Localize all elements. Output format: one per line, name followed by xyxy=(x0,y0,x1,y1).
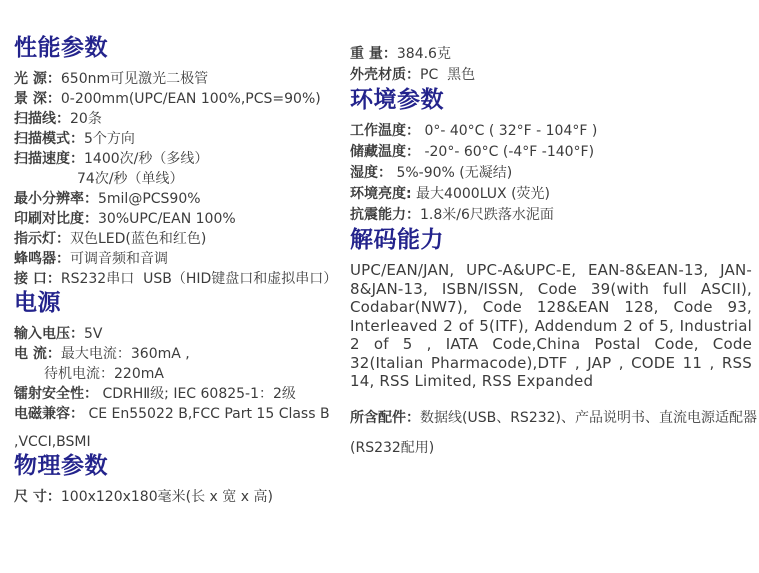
spec-value: 1.8米/6尺跌落水泥面 xyxy=(420,207,554,223)
spec-row-operating-temp xyxy=(350,121,752,142)
left-column xyxy=(14,34,350,507)
spec-value: -20°- 60°C (-4°F -140°F) xyxy=(420,144,595,160)
spec-row-storage-temp xyxy=(350,142,752,163)
spec-label: 接 口： xyxy=(14,271,61,287)
spec-row-laser-safety xyxy=(14,384,350,404)
spec-value: 可调音频和音调 xyxy=(70,251,168,267)
spec-value: 650nm可见激光二极管 xyxy=(60,71,209,87)
spec-label: 电磁兼容： xyxy=(14,406,84,422)
spec-value: 20条 xyxy=(70,111,102,127)
spec-row-current xyxy=(14,344,350,364)
section-title-environment: 环境参数 xyxy=(350,87,444,113)
spec-label: 所含配件： xyxy=(350,409,420,426)
spec-row-weight xyxy=(350,44,752,65)
spec-value: 数据线(USB、RS232)、产品说明书、直流电源适配器 xyxy=(420,409,757,426)
spec-row-dimensions xyxy=(14,487,350,507)
section-title-performance: 性能参数 xyxy=(14,35,108,61)
spec-row-housing-material xyxy=(350,65,752,86)
spec-row-standby-current: 待机电流：220mA xyxy=(44,366,164,382)
spec-value: 5V xyxy=(84,326,103,342)
spec-label: 光 源： xyxy=(14,71,61,87)
spec-row-light-source xyxy=(14,69,350,89)
spec-row-scan-lines xyxy=(14,109,350,129)
accessories-note: (RS232配用) xyxy=(350,439,435,456)
spec-label: 工作温度： xyxy=(350,123,420,139)
spec-label: 尺 寸： xyxy=(14,489,61,505)
spec-value: 1400次/秒（多线） xyxy=(84,151,209,167)
spec-value: RS232串口 USB（HID键盘口和虚拟串口） xyxy=(60,271,338,287)
spec-value: 最大4000LUX (荧光) xyxy=(411,186,551,202)
spec-label: 重 量： xyxy=(350,46,397,62)
spec-label: 最小分辨率： xyxy=(14,191,98,207)
spec-row-buzzer xyxy=(14,249,350,269)
spec-row-indicator-led xyxy=(14,229,350,249)
spec-label: 环境亮度: xyxy=(350,186,412,202)
spec-label: 电 流： xyxy=(14,346,61,362)
spec-value: PC 黑色 xyxy=(420,67,476,83)
spec-label: 扫描模式： xyxy=(14,131,84,147)
spec-row-accessories xyxy=(350,408,757,429)
spec-label: 镭射安全性： xyxy=(14,386,98,402)
spec-label: 抗震能力： xyxy=(350,207,420,223)
spec-value: CE En55022 B,FCC Part 15 Class B xyxy=(84,406,330,422)
spec-row-print-contrast xyxy=(14,209,350,229)
spec-row-emc xyxy=(14,404,350,424)
spec-label: 指示灯： xyxy=(14,231,70,247)
spec-row-emc-continued: ,VCCI,BSMI xyxy=(14,434,91,450)
spec-row-ambient-light xyxy=(350,184,752,205)
spec-value: 5mil@PCS90% xyxy=(98,191,201,207)
spec-label: 湿度： xyxy=(350,165,392,181)
spec-row-scan-speed xyxy=(14,149,350,169)
section-title-decode: 解码能力 xyxy=(350,227,444,253)
spec-label: 储藏温度： xyxy=(350,144,420,160)
spec-value: 0-200mm(UPC/EAN 100%,PCS=90%) xyxy=(60,91,321,107)
spec-row-shock-resistance xyxy=(350,205,752,226)
spec-label: 景 深： xyxy=(14,91,61,107)
spec-value: 384.6克 xyxy=(396,46,451,62)
spec-label: 输入电压： xyxy=(14,326,84,342)
spec-row-scan-mode xyxy=(14,129,350,149)
right-column xyxy=(350,44,757,458)
spec-label: 蜂鸣器： xyxy=(14,251,70,267)
spec-row-depth-of-field xyxy=(14,89,350,109)
spec-label: 外壳材质： xyxy=(350,67,420,83)
decode-capability-text: UPC/EAN/JAN, UPC-A&UPC-E, EAN-8&EAN-13, JAN-8&JAN-13, ISBN/ISSN, Code 39(with full ASCII), Codabar(NW7), Code 128&EAN 128, Code 93, Interleaved 2 of 5(ITF), Addendum 2 of 5, Industrial 2 of 5 , IATA Code,China Postal Code, Code 32(Italian Pharmacode),DTF , JAP , CODE 11 , RSS 14, RSS Limited, RSS Expanded xyxy=(350,261,752,390)
spec-row-min-resolution xyxy=(14,189,350,209)
spec-row-scan-speed-single: 74次/秒（单线） xyxy=(77,171,184,187)
spec-label: 扫描线： xyxy=(14,111,70,127)
spec-row-input-voltage xyxy=(14,324,350,344)
spec-value: 100x120x180毫米(长 x 宽 x 高) xyxy=(60,489,273,505)
spec-value: 5%-90% (无凝结) xyxy=(392,165,513,181)
spec-row-humidity xyxy=(350,163,752,184)
spec-label: 印刷对比度： xyxy=(14,211,98,227)
spec-value: CDRHⅡ级; IEC 60825-1：2级 xyxy=(98,386,296,402)
spec-value: 双色LED(蓝色和红色) xyxy=(70,231,207,247)
spec-value: 30%UPC/EAN 100% xyxy=(98,211,236,227)
spec-label: 扫描速度： xyxy=(14,151,84,167)
spec-row-interface xyxy=(14,269,350,289)
section-title-power: 电源 xyxy=(14,290,61,316)
section-title-physical: 物理参数 xyxy=(14,453,108,479)
spec-value: 0°- 40°C ( 32°F - 104°F ) xyxy=(420,123,598,139)
spec-value: 5个方向 xyxy=(84,131,135,147)
spec-value: 最大电流：360mA , xyxy=(60,346,190,362)
